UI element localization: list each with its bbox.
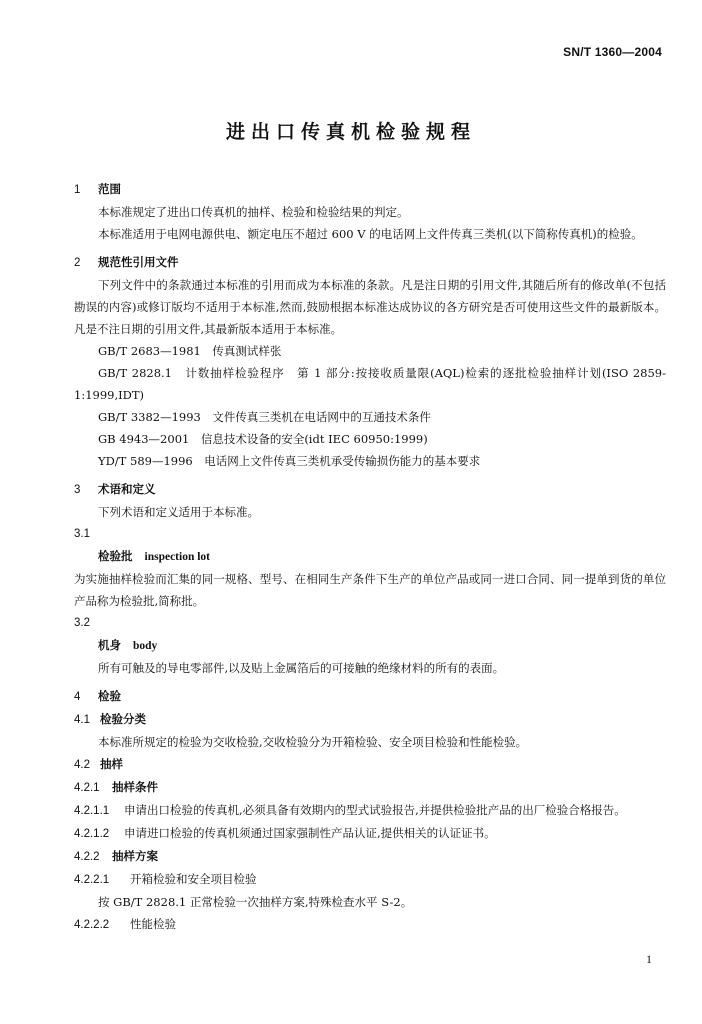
subsection-title: 抽样方案 [112,849,158,863]
term-zh: 检验批 [98,549,133,563]
paragraph: 本标准规定了进出口传真机的抽样、检验和检验结果的判定。 [98,205,409,219]
subsection-heading [74,708,666,731]
subsection-number: 4.2 [74,759,90,771]
clause-number: 4.2.1.1 [74,805,110,817]
clause-number: 4.2.2.1 [74,874,110,886]
page-number: 1 [646,952,652,966]
subsection-heading [74,776,666,799]
section-number: 2 [74,257,81,269]
term-en: inspection lot [144,551,210,563]
clause-title: 开箱检验和安全项目检验 [130,872,257,886]
section-number: 3 [74,484,81,496]
subsection-heading [74,845,666,868]
section-heading [74,478,666,501]
section-number: 4 [74,691,81,703]
clause-text: 申请进口检验的传真机须通过国家强制性产品认证,提供相关的认证证书。 [124,826,496,840]
subsection-title: 抽样条件 [112,780,158,794]
reference-item: YD/T 589—1996 电话网上文件传真三类机承受传输损伤能力的基本要求 [98,454,481,468]
subsection-number: 4.2.2 [74,851,100,863]
section-title: 术语和定义 [98,482,156,496]
paragraph: 按 GB/T 2828.1 正常检验一次抽样方案,特殊检查水平 S-2。 [98,895,413,909]
reference-item: GB/T 2828.1 计数抽样检验程序 第 1 部分:按接收质量限(AQL)检索的逐批检验抽样计划(ISO 2859-1:1999,IDT) [74,366,666,402]
reference-item: GB/T 2683—1981 传真测试样张 [98,344,282,358]
clause-number: 4.2.2.2 [74,919,110,931]
reference-item: GB 4943—2001 信息技术设备的安全(idt IEC 60950:1999) [98,432,428,446]
term-definition: 为实施抽样检验而汇集的同一规格、型号、在相同生产条件下生产的单位产品或同一进口合同、同一提单到货的单位产品称为检验批,简称批。 [74,572,666,608]
subsection-heading [74,753,666,776]
page-title: 进出口传真机检验规程 [225,121,476,143]
section-title: 规范性引用文件 [98,255,179,269]
clause [74,799,666,822]
subsection-title: 检验分类 [100,712,146,726]
reference-item: GB/T 3382—1993 文件传真三类机在电话网中的互通技术条件 [98,410,431,424]
paragraph: 本标准适用于电网电源供电、额定电压不超过 600 V 的电话网上文件传真三类机(以下简称传真机)的检验。 [98,227,643,241]
term-entry [74,634,666,657]
section-title: 检验 [98,689,121,703]
clause-text: 申请出口检验的传真机,必须具备有效期内的型式试验报告,并提供检验批产品的出厂检验合格报告。 [124,803,626,817]
clause [74,913,666,936]
paragraph: 下列术语和定义适用于本标准。 [98,505,259,519]
term-number: 3.1 [74,528,90,540]
subsection-number: 4.2.1 [74,782,100,794]
term-zh: 机身 [98,638,121,652]
clause-title: 性能检验 [130,917,176,931]
document-body [74,172,666,936]
clause-number: 4.2.1.2 [74,828,110,840]
section-heading [74,178,666,201]
standard-code: SN/T 1360—2004 [563,45,662,59]
term-number: 3.2 [74,617,90,629]
subsection-title: 抽样 [100,757,123,771]
section-heading [74,251,666,274]
paragraph: 下列文件中的条款通过本标准的引用而成为本标准的条款。凡是注日期的引用文件,其随后所有的修改单(不包括勘误的内容)或修订版均不适用于本标准,然而,鼓励根据本标准达成协议的各方研究是否可使用这些文件的最新版本。凡是不注日期的引用文件,其最新版本适用于本标准。 [74,278,666,336]
term-definition: 所有可触及的导电零部件,以及贴上金属箔后的可接触的绝缘材料的所有的表面。 [98,661,505,675]
section-heading [74,685,666,708]
clause [74,822,666,845]
section-number: 1 [74,184,81,196]
term-en: body [133,640,158,652]
subsection-number: 4.1 [74,714,90,726]
clause [74,868,666,891]
section-title: 范围 [98,182,121,196]
paragraph: 本标准所规定的检验为交收检验,交收检验分为开箱检验、安全项目检验和性能检验。 [98,735,528,749]
term-entry [74,545,666,568]
